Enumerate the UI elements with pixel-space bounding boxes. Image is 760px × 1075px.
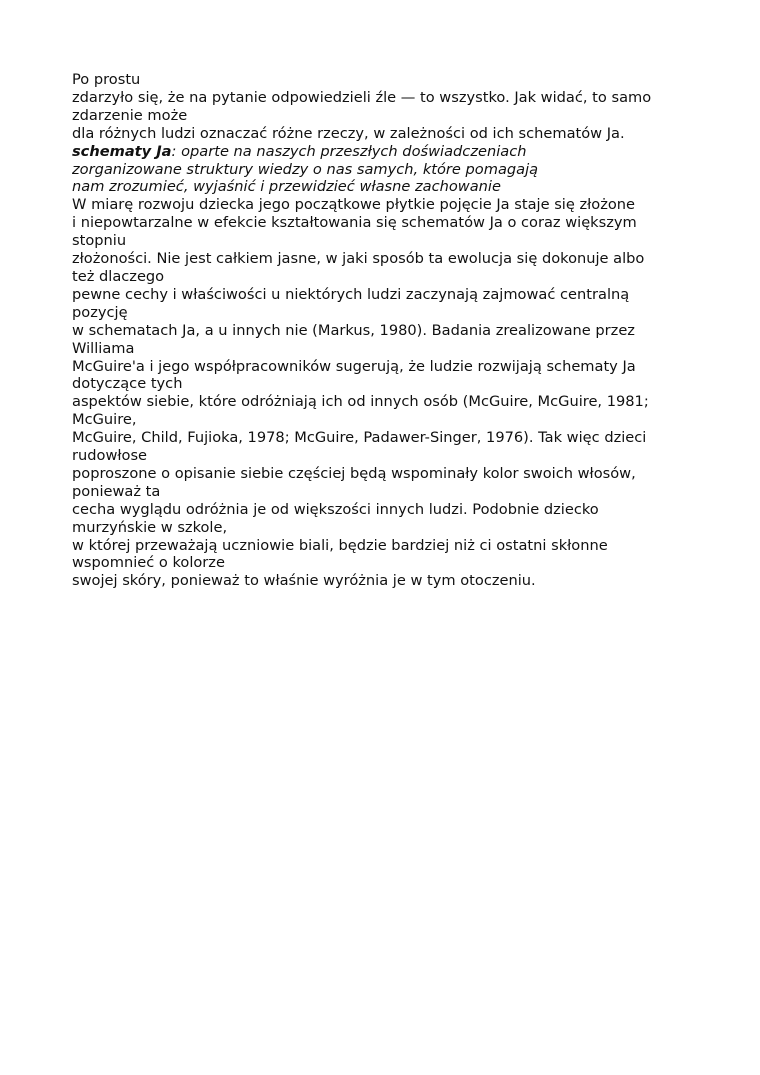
text-line: Williama (72, 339, 135, 357)
text-line: pewne cechy i właściwości u niektórych ludzi zaczynają zajmować centralną (72, 285, 630, 303)
definition-line (72, 143, 692, 161)
text-line: poproszone o opisanie siebie częściej będą wspominały kolor swoich włosów, (72, 464, 636, 482)
text-line: W miarę rozwoju dziecka jego początkowe płytkie pojęcie Ja staje się złożone (72, 196, 636, 214)
text-line: w której przeważają uczniowie biali, będzie bardziej niż ci ostatni skłonne (72, 536, 608, 554)
definition-line: nam zrozumieć, wyjaśnić i przewidzieć własne zachowanie (72, 178, 501, 196)
definition-term: schematy Ja (72, 142, 172, 160)
document-page (72, 71, 692, 590)
text-line: ponieważ ta (72, 482, 161, 500)
text-line: cecha wyglądu odróżnia je od większości innych ludzi. Podobnie dziecko (72, 500, 599, 518)
text-line: zdarzenie może (72, 106, 188, 124)
text-line: złożoności. Nie jest całkiem jasne, w jaki sposób ta ewolucja się dokonuje albo (72, 250, 645, 268)
text-line: Po prostu (72, 71, 141, 88)
text-line: też dlaczego (72, 267, 165, 285)
text-line: wspomnieć o kolorze (72, 554, 225, 572)
paragraph-development (72, 196, 692, 590)
text-line: dotyczące tych (72, 375, 183, 393)
text-line: murzyńskie w szkole, (72, 518, 228, 536)
paragraph-intro (72, 71, 692, 143)
text-line: stopniu (72, 232, 127, 250)
definition-text: : oparte na naszych przeszłych doświadczeniach (171, 142, 527, 160)
text-line: i niepowtarzalne w efekcie kształtowania się schematów Ja o coraz większym (72, 214, 637, 232)
text-line: w schematach Ja, a u innych nie (Markus, 1980). Badania zrealizowane przez (72, 321, 635, 339)
text-line: McGuire, Child, Fujioka, 1978; McGuire, Padawer-Singer, 1976). Tak więc dzieci (72, 429, 647, 447)
text-line: McGuire'a i jego współpracowników sugerują, że ludzie rozwijają schematy Ja (72, 357, 636, 375)
text-line: zdarzyło się, że na pytanie odpowiedzieli źle — to wszystko. Jak widać, to samo (72, 88, 652, 106)
text-line: rudowłose (72, 447, 148, 465)
text-line: dla różnych ludzi oznaczać różne rzeczy, w zależności od ich schematów Ja. (72, 124, 625, 142)
definition-block (72, 143, 692, 197)
text-line: aspektów siebie, które odróżniają ich od innych osób (McGuire, McGuire, 1981; (72, 393, 649, 411)
definition-line: zorganizowane struktury wiedzy o nas samych, które pomagają (72, 160, 539, 178)
text-line: swojej skóry, ponieważ to właśnie wyróżnia je w tym otoczeniu. (72, 572, 536, 590)
text-line: McGuire, (72, 411, 137, 429)
text-line: pozycję (72, 303, 128, 321)
